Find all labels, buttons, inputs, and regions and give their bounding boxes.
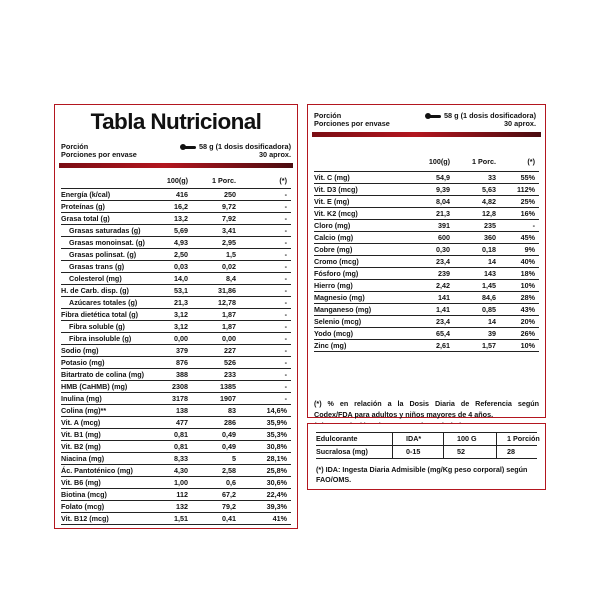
nutrient-name: Fibra insoluble (g)	[69, 334, 132, 343]
table-row	[61, 297, 291, 309]
value-100g: 3178	[172, 394, 188, 403]
nutrient-name: Calcio (mg)	[314, 233, 354, 242]
table-row	[61, 273, 291, 285]
scoop-icon	[183, 146, 196, 149]
serving-label: Porción	[61, 142, 89, 151]
value-portion: 0,49	[222, 442, 236, 451]
table-row	[314, 316, 539, 328]
value-pct: 30,6%	[266, 478, 287, 487]
table-row	[61, 381, 291, 393]
serving-value: 58 g (1 dosis dosificadora)	[198, 142, 291, 151]
value-pct: 43%	[520, 305, 535, 314]
value-100g: 388	[176, 370, 188, 379]
table-row	[61, 189, 291, 201]
value-portion: 4,82	[482, 197, 496, 206]
value-portion: 1907	[220, 394, 236, 403]
value-100g: 54,9	[436, 173, 450, 182]
value-pct: 16%	[520, 209, 535, 218]
value-pct: -	[284, 202, 287, 211]
value-pct: 18%	[520, 269, 535, 278]
value-pct: 35,3%	[266, 430, 287, 439]
table-header-row	[314, 152, 539, 172]
value-100g: 876	[176, 358, 188, 367]
value-portion: 1,57	[482, 341, 496, 350]
table-row	[61, 333, 291, 345]
nutrient-name: Zinc (mg)	[314, 341, 347, 350]
nutrient-name: Biotina (mcg)	[61, 490, 107, 499]
value-pct: 30,8%	[266, 442, 287, 451]
value-portion: 5,63	[482, 185, 496, 194]
sweetener-portion: 28	[507, 447, 515, 456]
value-100g: 53,1	[174, 286, 188, 295]
value-portion: 1,87	[222, 322, 236, 331]
value-portion: 33	[488, 173, 496, 182]
nutrient-name: Vit. B2 (mg)	[61, 442, 101, 451]
nutrient-name: Vit. B1 (mg)	[61, 430, 101, 439]
value-pct: -	[284, 346, 287, 355]
nutrient-name: Fibra dietética total (g)	[61, 310, 139, 319]
value-100g: 13,2	[174, 214, 188, 223]
value-100g: 65,4	[436, 329, 450, 338]
table-row	[314, 208, 539, 220]
table-row	[314, 268, 539, 280]
value-portion: 3,41	[222, 226, 236, 235]
value-pct: -	[284, 382, 287, 391]
table-row	[61, 465, 291, 477]
value-pct: -	[284, 262, 287, 271]
divider	[443, 446, 444, 458]
nutrient-name: Vit. C (mg)	[314, 173, 350, 182]
value-100g: 9,39	[436, 185, 450, 194]
value-portion: 9,72	[222, 202, 236, 211]
value-pct: 10%	[520, 281, 535, 290]
table-row	[61, 477, 291, 489]
nutrient-name: Hierro (mg)	[314, 281, 353, 290]
sweetener-header-row	[316, 432, 540, 446]
value-100g: 0,00	[174, 334, 188, 343]
value-portion: 0,18	[482, 245, 496, 254]
value-100g: 5,69	[174, 226, 188, 235]
value-portion: 235	[484, 221, 496, 230]
table-row	[314, 232, 539, 244]
sweetener-ida: 0-15	[406, 447, 421, 456]
table-row	[314, 172, 539, 184]
nutrient-name: Bitartrato de colina (mg)	[61, 370, 145, 379]
header-pct: (*)	[279, 176, 287, 185]
sweetener-table	[307, 423, 546, 490]
value-portion: 5	[232, 454, 236, 463]
value-pct: 45%	[520, 233, 535, 242]
value-pct: -	[284, 370, 287, 379]
value-100g: 141	[438, 293, 450, 302]
nutrition-table-minerals	[307, 104, 546, 418]
table-row	[61, 201, 291, 213]
value-100g: 16,2	[174, 202, 188, 211]
value-100g: 138	[176, 406, 188, 415]
table-row	[61, 405, 291, 417]
table-row	[61, 225, 291, 237]
servings-label: Porciones por envase	[61, 150, 137, 159]
value-pct: 14,6%	[266, 406, 287, 415]
value-100g: 8,04	[436, 197, 450, 206]
serving-label: Porción	[314, 111, 342, 120]
value-portion: 143	[484, 269, 496, 278]
value-pct: -	[284, 214, 287, 223]
value-portion: 2,95	[222, 238, 236, 247]
value-100g: 0,03	[174, 262, 188, 271]
value-pct: -	[284, 286, 287, 295]
nutrient-name: Proteínas (g)	[61, 202, 105, 211]
value-portion: 286	[224, 418, 236, 427]
value-pct: -	[284, 226, 287, 235]
header-100g: 100(g)	[428, 157, 450, 166]
header-portion: 1 Porc.	[212, 176, 236, 185]
nutrient-name: Vit. E (mg)	[314, 197, 350, 206]
value-portion: 8,4	[226, 274, 236, 283]
table-row	[61, 369, 291, 381]
value-100g: 4,93	[174, 238, 188, 247]
value-100g: 23,4	[436, 317, 450, 326]
table-row	[314, 292, 539, 304]
page-title: Tabla Nutricional	[90, 109, 262, 134]
nutrient-name: Azúcares totales (g)	[69, 298, 138, 307]
value-100g: 2,50	[174, 250, 188, 259]
table-row	[314, 244, 539, 256]
divider	[392, 446, 393, 458]
value-100g: 1,41	[436, 305, 450, 314]
nutrient-name: Vit. A (mcg)	[61, 418, 101, 427]
value-100g: 477	[176, 418, 188, 427]
value-portion: 360	[484, 233, 496, 242]
nutrient-name: Vit. B6 (mg)	[61, 478, 101, 487]
servings-value: 30 aprox.	[258, 150, 291, 159]
divider-bar	[312, 132, 541, 137]
value-portion: 0,00	[222, 334, 236, 343]
divider	[443, 433, 444, 445]
value-100g: 3,12	[174, 322, 188, 331]
nutrient-name: Fósforo (mg)	[314, 269, 359, 278]
table-row	[314, 184, 539, 196]
value-pct: -	[284, 238, 287, 247]
value-portion: 12,8	[482, 209, 496, 218]
value-portion: 0,02	[222, 262, 236, 271]
value-portion: 1385	[220, 382, 236, 391]
value-portion: 0,49	[222, 430, 236, 439]
nutrient-name: Colina (mg)**	[61, 406, 107, 415]
nutrient-name: Energía (k/cal)	[61, 190, 111, 199]
table-row	[314, 220, 539, 232]
value-100g: 112	[176, 490, 188, 499]
value-100g: 23,4	[436, 257, 450, 266]
value-portion: 79,2	[222, 502, 236, 511]
nutrient-name: Yodo (mcg)	[314, 329, 353, 338]
nutrient-name: Cobre (mg)	[314, 245, 353, 254]
value-100g: 21,3	[174, 298, 188, 307]
table-row	[61, 321, 291, 333]
divider	[496, 446, 497, 458]
nutrient-name: Colesterol (mg)	[69, 274, 122, 283]
value-100g: 1,51	[174, 514, 188, 523]
value-pct: 55%	[520, 173, 535, 182]
value-portion: 1,45	[482, 281, 496, 290]
sweetener-footnote: (*) IDA: Ingesta Diaria Admisible (mg/Kg peso corporal) según FAO/OMS.	[316, 465, 528, 484]
table-row	[61, 357, 291, 369]
value-100g: 2,61	[436, 341, 450, 350]
header-100g: 100(g)	[166, 176, 188, 185]
serving-info	[314, 112, 536, 130]
value-pct: -	[284, 358, 287, 367]
nutrient-name: HMB (CaHMB) (mg)	[61, 382, 128, 391]
nutrient-name: Cloro (mg)	[314, 221, 351, 230]
nutrient-name: Inulina (mg)	[61, 394, 102, 403]
value-100g: 2,42	[436, 281, 450, 290]
footnote-ddr: (*) % en relación a la Dosis Diaria de Referencia según Codex/FDA para adultos y niños mayores de 4 años.	[314, 399, 539, 419]
nutrient-name: Folato (mcg)	[61, 502, 105, 511]
nutrition-table	[61, 173, 291, 525]
sweetener-name: Sucralosa (mg)	[316, 447, 368, 456]
nutrient-name: Vit. D3 (mcg)	[314, 185, 358, 194]
value-pct: -	[284, 394, 287, 403]
table-row	[61, 309, 291, 321]
value-pct: 40%	[520, 257, 535, 266]
table-row	[61, 213, 291, 225]
table-header-row	[61, 173, 291, 189]
value-pct: 28%	[520, 293, 535, 302]
value-portion: 84,6	[482, 293, 496, 302]
value-pct: -	[284, 298, 287, 307]
value-portion: 1,5	[226, 250, 236, 259]
table-row	[61, 501, 291, 513]
header-pct: (*)	[527, 157, 535, 166]
value-pct: -	[284, 274, 287, 283]
table-row	[314, 256, 539, 268]
value-portion: 233	[224, 370, 236, 379]
divider-bar	[59, 163, 293, 168]
value-100g: 0,81	[174, 442, 188, 451]
value-100g: 2308	[172, 382, 188, 391]
value-portion: 31,86	[218, 286, 236, 295]
value-100g: 8,33	[174, 454, 188, 463]
table-row	[314, 280, 539, 292]
value-portion: 0,85	[482, 305, 496, 314]
sweetener-100g: 52	[457, 447, 465, 456]
value-portion: 7,92	[222, 214, 236, 223]
nutrient-name: Manganeso (mg)	[314, 305, 372, 314]
value-portion: 227	[224, 346, 236, 355]
table-row	[61, 429, 291, 441]
nutrient-name: Sodio (mg)	[61, 346, 99, 355]
value-pct: -	[284, 250, 287, 259]
value-100g: 4,30	[174, 466, 188, 475]
value-portion: 526	[224, 358, 236, 367]
value-pct: -	[284, 190, 287, 199]
serving-value: 58 g (1 dosis dosificadora)	[443, 111, 536, 120]
table-row	[61, 453, 291, 465]
nutrition-table-main	[54, 104, 298, 529]
nutrient-name: H. de Carb. disp. (g)	[61, 286, 129, 295]
serving-info	[61, 143, 291, 161]
value-100g: 21,3	[436, 209, 450, 218]
table-row	[61, 417, 291, 429]
table-row	[61, 261, 291, 273]
nutrient-name: Fibra soluble (g)	[69, 322, 125, 331]
table-row	[61, 513, 291, 525]
value-portion: 0,6	[226, 478, 236, 487]
value-100g: 1,00	[174, 478, 188, 487]
value-pct: 25%	[520, 197, 535, 206]
nutrient-name: Selenio (mcg)	[314, 317, 362, 326]
value-100g: 3,12	[174, 310, 188, 319]
header-portion: 1 Porc.	[472, 157, 496, 166]
nutrient-name: Grasas trans (g)	[69, 262, 125, 271]
nutrient-name: Grasas polinsat. (g)	[69, 250, 137, 259]
table-row	[314, 196, 539, 208]
value-100g: 132	[176, 502, 188, 511]
value-100g: 379	[176, 346, 188, 355]
table-row	[314, 304, 539, 316]
value-portion: 250	[224, 190, 236, 199]
value-pct: 10%	[520, 341, 535, 350]
value-pct: 35,9%	[266, 418, 287, 427]
value-100g: 416	[176, 190, 188, 199]
table-row	[61, 237, 291, 249]
value-pct: 28,1%	[266, 454, 287, 463]
value-portion: 83	[228, 406, 236, 415]
value-pct: 26%	[520, 329, 535, 338]
value-pct: 20%	[520, 317, 535, 326]
nutrient-name: Grasa total (g)	[61, 214, 110, 223]
nutrient-name: Cromo (mcg)	[314, 257, 359, 266]
table-row	[61, 285, 291, 297]
table-row	[314, 340, 539, 352]
servings-label: Porciones por envase	[314, 119, 390, 128]
value-pct: -	[284, 334, 287, 343]
value-portion: 14	[488, 317, 496, 326]
nutrition-table	[314, 152, 539, 352]
value-100g: 239	[438, 269, 450, 278]
value-pct: -	[284, 322, 287, 331]
value-100g: 391	[438, 221, 450, 230]
nutrient-name: Grasas saturadas (g)	[69, 226, 141, 235]
value-100g: 600	[438, 233, 450, 242]
table-row	[61, 249, 291, 261]
value-portion: 2,58	[222, 466, 236, 475]
value-100g: 0,30	[436, 245, 450, 254]
nutrient-name: Magnesio (mg)	[314, 293, 365, 302]
header-portion: 1 Porción	[507, 434, 540, 443]
table-row	[61, 393, 291, 405]
divider	[392, 433, 393, 445]
value-100g: 0,81	[174, 430, 188, 439]
header-sweetener: Edulcorante	[316, 434, 358, 443]
value-portion: 14	[488, 257, 496, 266]
servings-value: 30 aprox.	[503, 119, 536, 128]
nutrient-name: Vit. K2 (mcg)	[314, 209, 358, 218]
header-ida: IDA*	[406, 434, 422, 443]
value-portion: 0,41	[222, 514, 236, 523]
table-row	[314, 328, 539, 340]
value-100g: 14,0	[174, 274, 188, 283]
value-portion: 1,87	[222, 310, 236, 319]
value-pct: 112%	[517, 185, 535, 194]
scoop-icon	[428, 115, 441, 118]
table-row	[61, 489, 291, 501]
value-pct: -	[532, 221, 535, 230]
value-pct: 41%	[272, 514, 287, 523]
header-100g: 100 G	[457, 434, 477, 443]
value-pct: 9%	[524, 245, 535, 254]
value-pct: 39,3%	[266, 502, 287, 511]
value-pct: -	[284, 310, 287, 319]
value-pct: 22,4%	[266, 490, 287, 499]
sweetener-row	[316, 446, 537, 459]
value-pct: 25,8%	[266, 466, 287, 475]
value-portion: 67,2	[222, 490, 236, 499]
nutrient-name: Potasio (mg)	[61, 358, 105, 367]
nutrient-name: Ác. Pantoténico (mg)	[61, 466, 133, 475]
nutrient-name: Grasas monoinsat. (g)	[69, 238, 145, 247]
value-portion: 39	[488, 329, 496, 338]
divider	[496, 433, 497, 445]
nutrient-name: Niacina (mg)	[61, 454, 105, 463]
value-portion: 12,78	[218, 298, 236, 307]
table-row	[61, 441, 291, 453]
nutrient-name: Vit. B12 (mcg)	[61, 514, 109, 523]
table-row	[61, 345, 291, 357]
